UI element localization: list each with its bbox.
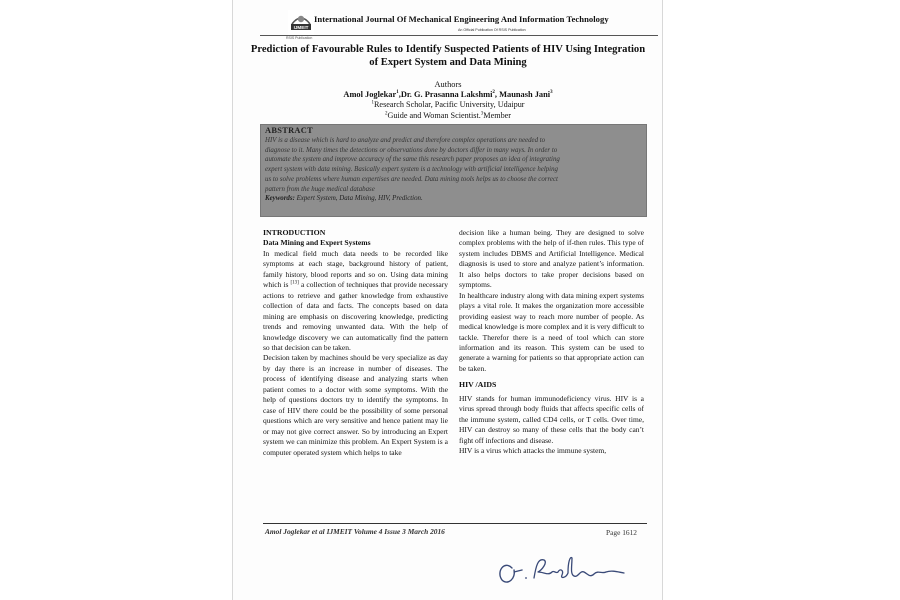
- hiv-paragraph-1: HIV stands for human immunodeficiency virus. HIV is a virus spread through body fluids that affects specific cells of the immune system, called CD4 cells, or T cells. Over time, HIV can destroy so many of these cells that the body can’t fight off infections and disease.: [459, 393, 644, 445]
- intro-paragraph-4: In healthcare industry along with data mining expert systems plays a vital role. It makes the organization more accessible providing easiest way to reach more number of people. As medical knowledge is more complex and it is very difficult to tackle. Therefor there is a need of tool which can store information and its reason. This system can be used to generate a warning for patients so that appropriate action can be taken.: [459, 290, 644, 373]
- publication-line: An Official Publication Of RSIS Publication: [458, 28, 526, 32]
- citation-marker: [13]: [290, 280, 299, 286]
- journal-logo-icon: [288, 10, 314, 36]
- author-3: , Maunash Jani: [494, 90, 551, 99]
- intro-paragraph-3: decision like a human being. They are designed to solve complex problems with the help of if-then rules. This type of system includes DBMS and Artificial Intelligence. Medical diagnosis is used to store and analyze patient’s information. It also helps doctors to take proper decisions based on symptoms.: [459, 228, 644, 290]
- handwritten-signature-icon: [494, 548, 644, 588]
- logo-subtext: RSIS Publication: [286, 36, 313, 40]
- keywords-label: Keywords:: [265, 195, 295, 203]
- abstract-line: HIV is a disease which is hard to analyze and predict and therefore complex operations are needed to: [265, 137, 546, 144]
- abstract-line: us to solve problems where human expertises are needed. Data mining tools helps us to choose the correct: [265, 175, 558, 183]
- affiliation-2-marker: 2: [384, 111, 388, 117]
- page-left-edge: [232, 0, 233, 600]
- authors-heading: Authors: [434, 80, 462, 89]
- hiv-aids-heading: HIV /AIDS: [459, 380, 497, 390]
- abstract-line: automate the system and improve accuracy of the same this research paper proposes an idea of integrating: [265, 156, 560, 164]
- paper-title-line-2: of Expert System and Data Mining: [369, 57, 527, 68]
- data-mining-subheading: Data Mining and Expert Systems: [263, 238, 371, 248]
- introduction-heading: INTRODUCTION: [263, 228, 326, 237]
- abstract-text: [265, 136, 642, 194]
- logo-text: IJMEIT: [293, 25, 309, 30]
- footer-divider: [263, 523, 647, 524]
- footer-citation: Amol Joglekar et al IJMEIT Volume 4 Issue 3 March 2016: [265, 527, 445, 536]
- paper-title: [240, 43, 656, 69]
- author-3-marker: 3: [550, 90, 553, 96]
- abstract-line: expert system with data mining. Basically expert system is a technology with artificial intelligence helping: [265, 166, 558, 174]
- intro-paragraph-1: In medical field much data needs to be recorded like symptoms at each stage, background history of patient, family history, blood reports and so on. Using data mining which is [13] a collection of techniques that provide necessary actions to retrieve and gather knowledge from exhaustive collection of data and facts. The concepts based on data mining are emphasis on discovering knowledge, predicting trends and removing unwanted data. With the help of knowledge discovery we can automatically find the pattern so that decision can be taken.: [263, 248, 448, 352]
- journal-header: [288, 10, 628, 42]
- header-divider: [260, 35, 658, 36]
- author-list: [240, 90, 656, 99]
- footer-page-number: Page 1612: [606, 528, 637, 537]
- affiliation-2: $^2$Guide and Woman Scientist.$^3$Member: [384, 111, 512, 120]
- right-column: [459, 228, 644, 457]
- abstract-box: [260, 124, 647, 217]
- keywords: [265, 194, 642, 204]
- abstract-heading: ABSTRACT: [265, 126, 314, 135]
- author-2-marker: 2: [492, 90, 495, 96]
- paper-title-line-1: Prediction of Favourable Rules to Identify Suspected Patients of HIV Using Integration: [250, 44, 646, 55]
- keywords-value: Expert System, Data Mining, HIV, Prediction.: [294, 195, 423, 203]
- abstract-line: diagnose to it. Many times the detections or observations done by doctors differ in many ways. In order to: [265, 146, 558, 154]
- author-1-marker: 1: [396, 90, 399, 96]
- affiliation-1-marker: 1: [371, 100, 374, 106]
- author-2: ,Dr. G. Prasanna Lakshmi: [398, 90, 493, 99]
- affiliation-1: $^1$Research Scholar, Pacific University, Udaipur: [371, 100, 525, 109]
- journal-title: International Journal Of Mechanical Engineering And Information Technology: [314, 14, 609, 24]
- intro-paragraph-2: Decision taken by machines should be very specialize as day by day there is an increase in number of diseases. The process of identifying disease and analyzing starts when patient comes to a doctor with some symptoms. With the help of questions doctors try to identify the symptoms. In case of HIV there could be the possibility of some personal questions which are very sensitive and hence patient may lie or may not give correct answer. So by introducing an Expert system we can minimize this problem. An Expert System is a computer operated system which helps to take: [263, 353, 448, 457]
- page-right-edge: [662, 0, 663, 600]
- left-column: [263, 228, 448, 458]
- author-1: Amol Joglekar: [343, 90, 397, 99]
- affiliation-3-marker: 3: [480, 111, 484, 117]
- abstract-line: pattern from the huge medical database: [265, 185, 375, 193]
- hiv-paragraph-2: HIV is a virus which attacks the immune system,: [459, 446, 607, 456]
